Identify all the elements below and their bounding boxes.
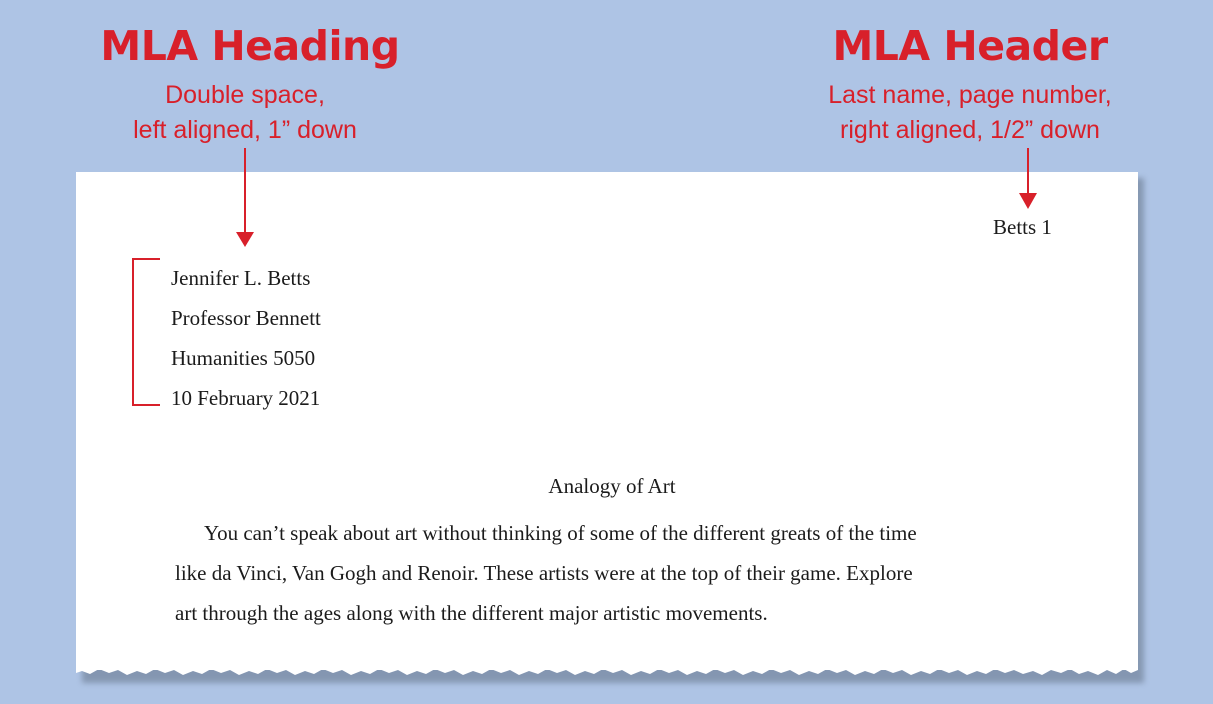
mla-header-description-line: right aligned, 1/2” down bbox=[840, 116, 1100, 144]
running-head: Betts 1 bbox=[993, 215, 1052, 239]
heading-student-name: Jennifer L. Betts bbox=[171, 266, 311, 290]
torn-paper-edge bbox=[76, 662, 1138, 682]
mla-heading-description-line: left aligned, 1” down bbox=[133, 116, 357, 144]
mla-heading-title: MLA Heading bbox=[100, 22, 400, 70]
heading-arrow-icon bbox=[234, 148, 256, 248]
mla-header-description-line: Last name, page number, bbox=[828, 81, 1112, 109]
mla-heading-description-line: Double space, bbox=[165, 81, 325, 109]
heading-bracket bbox=[132, 258, 160, 406]
mla-header-description bbox=[790, 78, 1150, 148]
heading-course: Humanities 5050 bbox=[171, 346, 316, 370]
heading-instructor: Professor Bennett bbox=[171, 306, 321, 330]
heading-date: 10 February 2021 bbox=[171, 386, 321, 410]
mla-heading-description bbox=[90, 78, 400, 148]
mla-heading-block bbox=[171, 258, 321, 418]
body-line: like da Vinci, Van Gogh and Renoir. These artists were at the top of their game. Explore bbox=[175, 561, 913, 585]
mla-header-title: MLA Header bbox=[832, 22, 1108, 70]
paper-body bbox=[175, 513, 1020, 633]
paper-title: Analogy of Art bbox=[548, 474, 676, 498]
header-arrow-icon bbox=[1017, 148, 1039, 210]
body-line: art through the ages along with the different major artistic movements. bbox=[175, 601, 768, 625]
body-line: You can’t speak about art without thinking of some of the different greats of the time bbox=[204, 521, 917, 545]
